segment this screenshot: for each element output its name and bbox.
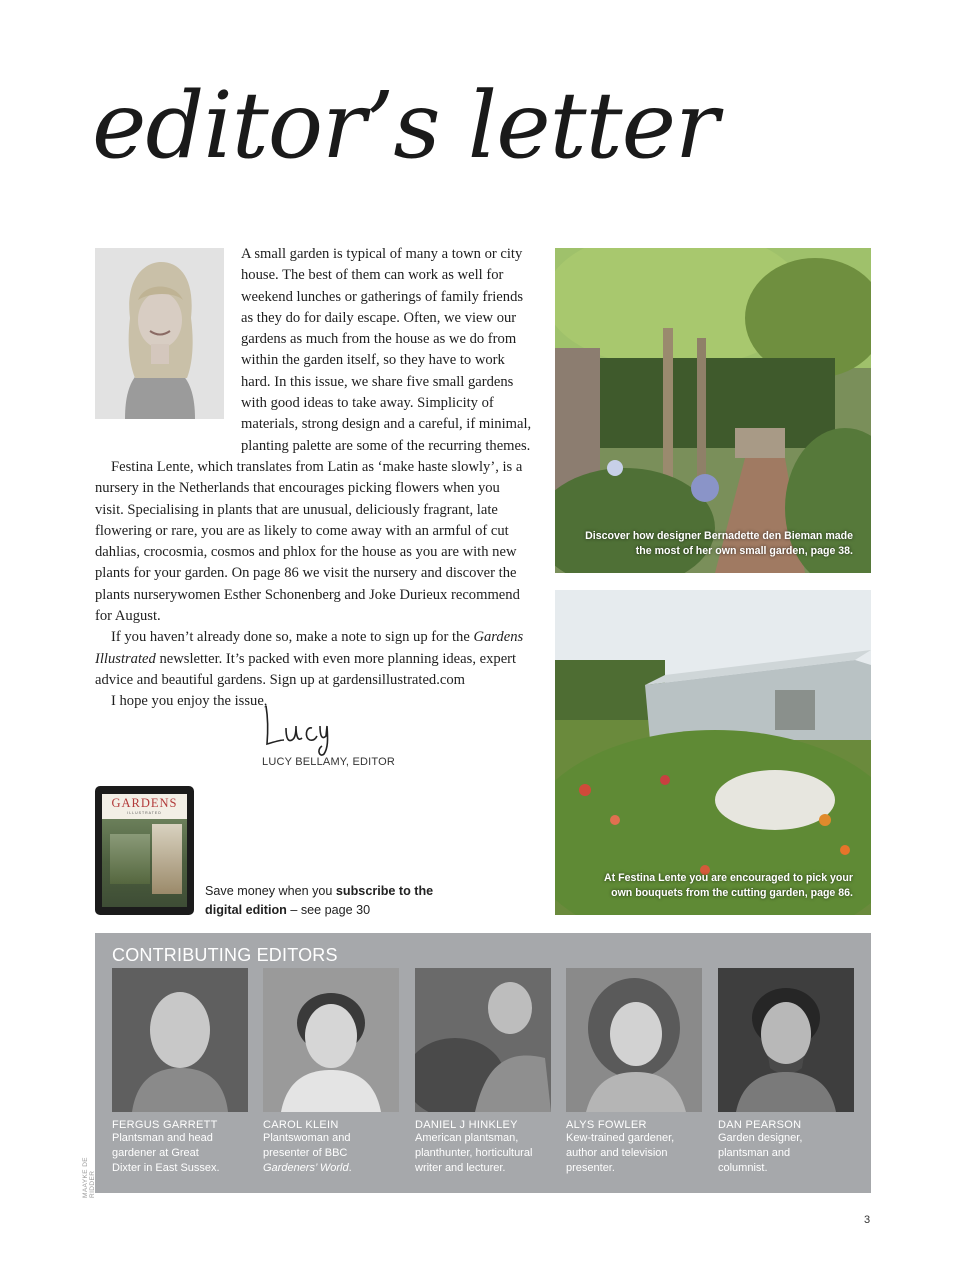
photo-caption-2: At Festina Lente you are encouraged to pick your own bouquets from the cutting garden, page 86. — [603, 872, 853, 899]
page-title: editor’s letter — [92, 72, 719, 179]
magazine-subtitle: ILLUSTRATED — [127, 811, 162, 815]
editor-signature — [262, 698, 342, 758]
contributor-card — [718, 968, 854, 1176]
contributor-name: DANIEL J HINKLEY — [415, 1119, 518, 1131]
page-number: 3 — [864, 1214, 871, 1226]
contributor-description: Garden designer, plantsman and columnist. — [718, 1132, 803, 1174]
contributor-name: FERGUS GARRETT — [112, 1119, 218, 1131]
letter-paragraph-1: A small garden is typical of many a town or city house. The best of them can work as well for weekend lunches or gatherings of family friends as they do for daily escape. Often, we view our gardens as much from the house as we do from within the garden itself, so they have to work hard. In this issue, we share five small gardens with good ideas to take away. Simplicity of materials, strong design and a careful, if minimal, planting palette are some of the recurring themes. — [241, 246, 532, 454]
contributor-name: ALYS FOWLER — [566, 1119, 647, 1131]
magazine-cover — [102, 794, 187, 907]
contributor-photo — [112, 968, 248, 1112]
contributor-card — [415, 968, 551, 1176]
photo-credit: MAAYKE DE RIDDER — [82, 1156, 96, 1198]
photo-caption-1: Discover how designer Bernadette den Bieman made the most of her own small garden, page 38. — [585, 530, 853, 557]
letter-paragraph-4: I hope you enjoy the issue, — [111, 693, 268, 710]
contributor-photo — [718, 968, 854, 1112]
garden-photo-1 — [555, 248, 871, 573]
garden-photo-2 — [555, 590, 871, 915]
digital-edition-tablet[interactable] — [95, 786, 194, 915]
contributing-editors-panel — [95, 933, 871, 1193]
contributor-card — [112, 968, 248, 1176]
contributor-description: Kew-trained gardener, author and television presenter. — [566, 1132, 675, 1174]
contributor-card — [263, 968, 399, 1176]
courtyard-garden-image — [555, 248, 871, 573]
contributor-photo — [263, 968, 399, 1112]
newsletter-name: Gardens Illustrated — [95, 629, 524, 667]
contributing-editors-heading: CONTRIBUTING EDITORS — [112, 945, 338, 965]
contributor-photo — [566, 968, 702, 1112]
subscribe-promo[interactable]: Save money when you subscribe to the digital edition – see page 30 — [205, 884, 434, 917]
contributor-card — [566, 968, 702, 1176]
subscribe-link[interactable]: subscribe to the digital edition — [205, 884, 434, 917]
cutting-garden-image — [555, 590, 871, 915]
contributor-description: Plantswoman and presenter of BBC Gardeners’ World. — [263, 1132, 352, 1174]
contributor-photo — [415, 968, 551, 1112]
letter-body — [95, 244, 532, 713]
letter-paragraph-3: If you haven’t already done so, make a note to sign up for the Gardens Illustrated newsletter. It’s packed with even more planning ideas, expert advice and beautiful gardens. Sign up at gardensillustrated.com — [95, 629, 524, 688]
editor-signoff: LUCY BELLAMY, EDITOR — [262, 756, 395, 768]
contributor-name: CAROL KLEIN — [263, 1119, 339, 1131]
letter-paragraph-2: Festina Lente, which translates from Latin as ‘make haste slowly’, is a nursery in the Netherlands that encourages picking flowers when you visit. Specialising in plants that are unusual, deliciously fragrant, late flowering or rare, you are as likely to come away with an armful of cut dahlias, crocosmia, cosmos and phlox for the house as you are with new plants for your garden. On page 86 we visit the nursery and discover the plants nurserywomen Esther Schonenberg and Joke Durieux recommend for August. — [95, 458, 523, 625]
contributor-description: American plantsman, planthunter, horticultural writer and lecturer. — [415, 1132, 533, 1174]
contributor-description: Plantsman and head gardener at Great Dixter in East Sussex. — [112, 1132, 220, 1174]
contributor-name: DAN PEARSON — [718, 1119, 802, 1131]
magazine-masthead: GARDENS — [111, 796, 178, 810]
